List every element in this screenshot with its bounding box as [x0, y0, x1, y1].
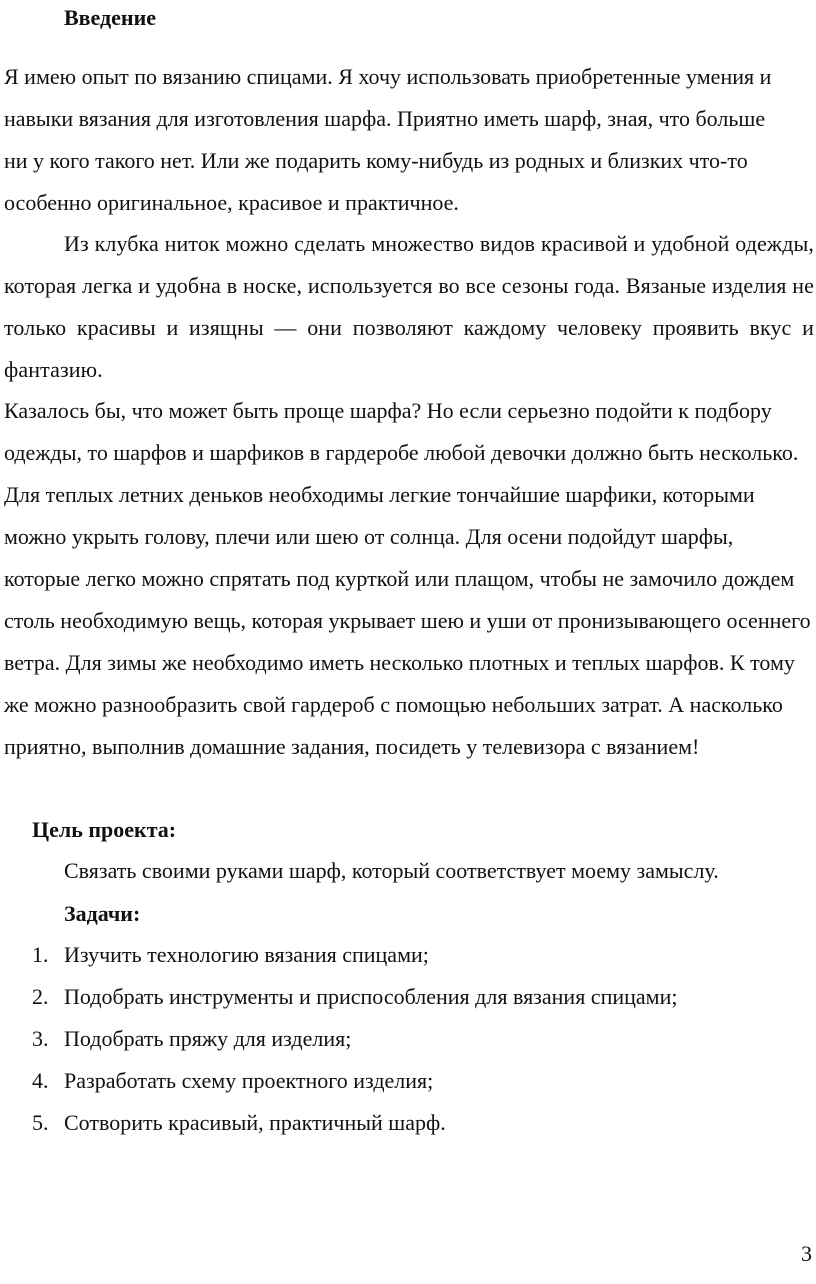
- task-item: [32, 1024, 677, 1066]
- task-text: Сотворить красивый, практичный шарф.: [64, 1110, 446, 1135]
- task-number: 1.: [32, 942, 49, 967]
- task-number: 4.: [32, 1068, 49, 1093]
- intro-paragraph-1: Я имею опыт по вязанию спицами. Я хочу использовать приобретенные умения и навыки вязания для изготовления шарфа. Приятно иметь шарф, зная, что больше ни у кого такого нет. Или же подарить кому-нибудь из родных и близких что-то особенно оригинальное, красивое и практичное.: [4, 64, 772, 215]
- task-text: Подобрать инструменты и приспособления для вязания спицами;: [64, 984, 678, 1009]
- page-number: 3: [801, 1241, 812, 1266]
- task-number: 3.: [32, 1026, 49, 1051]
- task-text: Разработать схему проектного изделия;: [64, 1068, 434, 1093]
- task-number: 2.: [32, 984, 49, 1009]
- goal-text: Связать своими руками шарф, который соответствует моему замыслу.: [64, 858, 719, 883]
- section-heading: Введение: [64, 5, 157, 30]
- task-text: Изучить технологию вязания спицами;: [64, 942, 429, 967]
- tasks-title: Задачи:: [64, 901, 141, 926]
- task-item: [32, 982, 677, 1024]
- goal-title: Цель проекта:: [32, 817, 177, 842]
- task-item: [32, 1108, 677, 1150]
- intro-paragraph-3: Казалось бы, что может быть проще шарфа? Но если серьезно подойти к подбору одежды, то шарфов и шарфиков в гардеробе любой девочки должно быть несколько. Для теплых летних деньков необходимы легкие тончайшие шарфики, которыми можно укрыть голову, плечи или шею от солнца. Для осени подойдут шарфы, которые легко можно спрятать под курткой или плащом, чтобы не замочило дождем столь необходимую вещь, которая укрывает шею и уши от пронизывающего осеннего ветра. Для зимы же необходимо иметь несколько плотных и теплых шарфов. К тому же можно разнообразить свой гардероб с помощью небольших затрат. А насколько приятно, выполнив домашние задания, посидеть у телевизора с вязанием!: [4, 398, 811, 759]
- task-text: Подобрать пряжу для изделия;: [64, 1026, 352, 1051]
- task-item: [32, 940, 677, 982]
- task-item: [32, 1066, 677, 1108]
- intro-paragraph-2: Из клубка ниток можно сделать множество видов красивой и удобной одежды, которая легка и удобна в носке, используется во все сезоны года. Вязаные изделия не только красивы и изящны — они позволяют каждому человеку проявить вкус и фантазию.: [4, 231, 814, 382]
- task-list: [32, 940, 677, 1150]
- task-number: 5.: [32, 1110, 49, 1135]
